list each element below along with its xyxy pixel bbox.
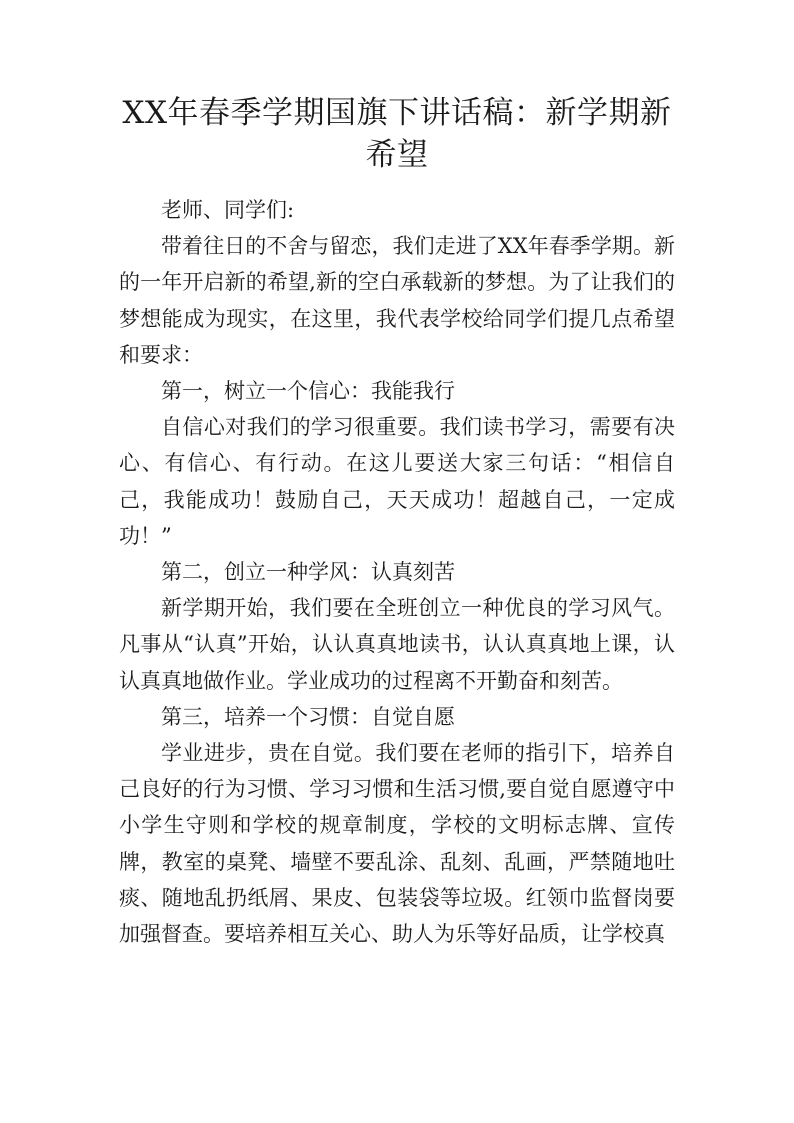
heading-point-3: 第三，培养一个习惯：自觉自愿	[161, 704, 455, 729]
document-body	[119, 192, 675, 952]
title-line-1: XX年春季学期国旗下讲话稿：新学期新	[122, 95, 672, 131]
paragraph-point-2: 新学期开始，我们要在全班创立一种优良的学习风气。凡事从“认真”开始，认认真真地读书，认认真真地上课，认认真真地做作业。学业成功的过程离不开勤奋和刻苦。	[119, 596, 675, 693]
title-line-2: 希望	[365, 137, 429, 173]
paragraph-intro: 带着往日的不舍与留恋，我们走进了XX年春季学期。新的一年开启新的希望,新的空白承载新的梦想。为了让我们的梦想能成为现实，在这里，我代表学校给同学们提几点希望和要求：	[119, 234, 675, 367]
heading-point-1: 第一，树立一个信心：我能我行	[161, 379, 455, 404]
paragraph-point-3: 学业进步，贵在自觉。我们要在老师的指引下，培养自己良好的行为习惯、学习习惯和生活习惯,要自觉自愿遵守中小学生守则和学校的规章制度，学校的文明标志牌、宣传牌，教室的桌凳、墙壁不要乱涂、乱刻、乱画，严禁随地吐痰、随地乱扔纸屑、果皮、包装袋等垃圾。红领巾监督岗要加强督查。要培养相互关心、助人为乐等好品质，让学校真	[119, 741, 675, 947]
paragraph-point-1: 自信心对我们的学习很重要。我们读书学习，需要有决心、有信心、有行动。在这儿要送大家三句话：“相信自己，我能成功！鼓励自己，天天成功！超越自己，一定成功！”	[119, 415, 675, 548]
salutation: 老师、同学们:	[161, 198, 295, 222]
heading-point-2: 第二，创立一种学风：认真刻苦	[161, 560, 455, 585]
document-title	[119, 92, 675, 176]
